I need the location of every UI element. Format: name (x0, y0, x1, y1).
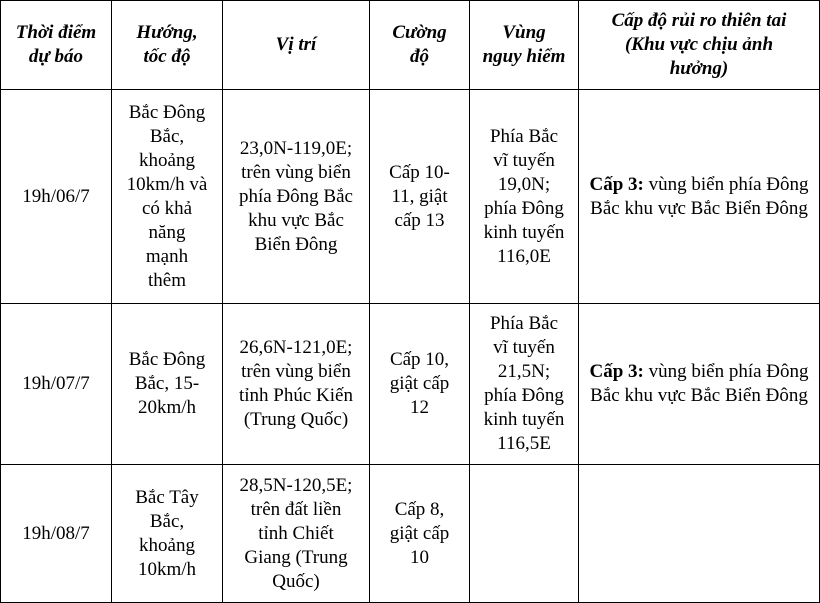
table-row (1, 304, 820, 465)
position-cell-line: (Trung Quốc) (243, 409, 349, 430)
danger-zone-cell-line: kinh tuyến (483, 409, 565, 430)
header-line: Cường (392, 22, 447, 43)
intensity-cell-line: 12 (410, 397, 429, 418)
risk-cell (579, 90, 820, 304)
risk-area: vùng biển phía Đông Bắc khu vực Bắc Biển Đông (590, 173, 809, 219)
header-danger-zone (470, 1, 579, 90)
position-cell-line: Giang (Trung (244, 546, 348, 568)
risk-area: vùng biển phía Đông Bắc khu vực Bắc Biển Đông (590, 361, 809, 406)
danger-zone-cell-line: Phía Bắc (489, 125, 559, 147)
intensity-cell-line: Cấp 10, (389, 349, 450, 370)
risk-cell (579, 465, 820, 603)
position-cell-line: khu vực Bắc (248, 209, 344, 231)
position-cell-line: 26,6N-121,0E; (239, 337, 353, 358)
direction-cell-line: Bắc, (149, 125, 185, 147)
header-position (223, 1, 370, 90)
direction-cell-line: 10km/h (137, 558, 197, 580)
table-row (1, 90, 820, 304)
header-intensity (370, 1, 470, 90)
header-line: độ (410, 46, 429, 67)
position-cell-line: Quốc) (272, 570, 320, 592)
danger-zone-cell-line: phía Đông (484, 385, 564, 406)
position-cell-line: 23,0N-119,0E; (239, 137, 353, 159)
risk-level: Cấp 3: (589, 173, 644, 195)
header-line: Cấp độ rủi ro thiên tai (611, 10, 787, 31)
direction-cell-line: Bắc Đông (128, 349, 206, 370)
direction-cell-line: khoảng (139, 534, 195, 556)
header-line: hưởng) (669, 58, 729, 79)
intensity-cell-line: 10 (410, 546, 429, 568)
direction-cell-line: Bắc Đông (128, 101, 206, 123)
intensity-cell-line: cấp 13 (394, 209, 445, 231)
position-cell-line: tỉnh Phúc Kiến (239, 385, 353, 406)
danger-zone-cell-line: vĩ tuyến (493, 149, 555, 171)
time-cell: 19h/06/7 (1, 90, 112, 304)
danger-zone-cell-line: 116,0E (497, 245, 551, 267)
direction-cell (112, 304, 223, 465)
header-row (1, 1, 820, 90)
header-line: Thời điểm (15, 22, 97, 43)
danger-zone-cell-line: 116,5E (497, 433, 551, 454)
danger-zone-cell (470, 465, 579, 603)
header-line: tốc độ (143, 46, 191, 67)
direction-cell-line: khoảng (139, 149, 195, 171)
intensity-cell-line: giật cấp (389, 373, 450, 394)
header-time (1, 1, 112, 90)
direction-cell-line: thêm (148, 269, 186, 291)
direction-cell-line: Bắc Tây (135, 486, 199, 508)
direction-cell-line: Bắc, (149, 510, 185, 532)
header-line: Vùng (502, 22, 546, 43)
danger-zone-cell-line: vĩ tuyến (493, 337, 555, 358)
header-risk-level (579, 1, 820, 90)
direction-cell (112, 90, 223, 304)
table-row (1, 465, 820, 603)
header-line: Vị trí (275, 34, 317, 55)
header-direction (112, 1, 223, 90)
danger-zone-cell-line: phía Đông (484, 197, 564, 219)
direction-cell-line: 20km/h (137, 397, 197, 418)
risk-cell (579, 304, 820, 465)
position-cell (223, 90, 370, 304)
danger-zone-cell-line: Phía Bắc (489, 313, 559, 334)
position-cell-line: phía Đông Bắc (239, 185, 353, 207)
position-cell-line: 28,5N-120,5E; (239, 474, 353, 496)
direction-cell-line: 10km/h và (126, 173, 208, 195)
position-cell (223, 304, 370, 465)
position-cell-line: Biển Đông (254, 233, 338, 255)
danger-zone-cell-line: 19,0N; (497, 173, 551, 195)
position-cell-line: trên vùng biển (241, 361, 351, 382)
direction-cell-line: mạnh (145, 245, 189, 267)
intensity-cell-line: 11, giật (391, 185, 448, 207)
header-line: dự báo (28, 46, 84, 67)
risk-level: Cấp 3: (589, 361, 644, 382)
position-cell-line: trên vùng biển (241, 161, 351, 183)
intensity-cell (370, 465, 470, 603)
direction-cell-line: năng (148, 221, 186, 243)
direction-cell (112, 465, 223, 603)
intensity-cell-line: Cấp 10- (389, 161, 450, 183)
header-line: (Khu vực chịu ảnh (624, 34, 774, 55)
danger-zone-cell (470, 304, 579, 465)
intensity-cell (370, 90, 470, 304)
intensity-cell-line: Cấp 8, (394, 498, 445, 520)
direction-cell-line: có khả (141, 197, 193, 219)
time-cell: 19h/08/7 (1, 465, 112, 603)
header-line: Hướng, (136, 22, 198, 43)
header-line: nguy hiểm (482, 46, 566, 67)
position-cell-line: tỉnh Chiết (258, 522, 334, 544)
danger-zone-cell (470, 90, 579, 304)
danger-zone-cell-line: kinh tuyến (483, 221, 565, 243)
position-cell-line: trên đất liền (250, 498, 342, 520)
time-cell: 19h/07/7 (1, 304, 112, 465)
intensity-cell (370, 304, 470, 465)
position-cell (223, 465, 370, 603)
intensity-cell-line: giật cấp (389, 522, 450, 544)
direction-cell-line: Bắc, 15- (134, 373, 200, 394)
danger-zone-cell-line: 21,5N; (497, 361, 551, 382)
